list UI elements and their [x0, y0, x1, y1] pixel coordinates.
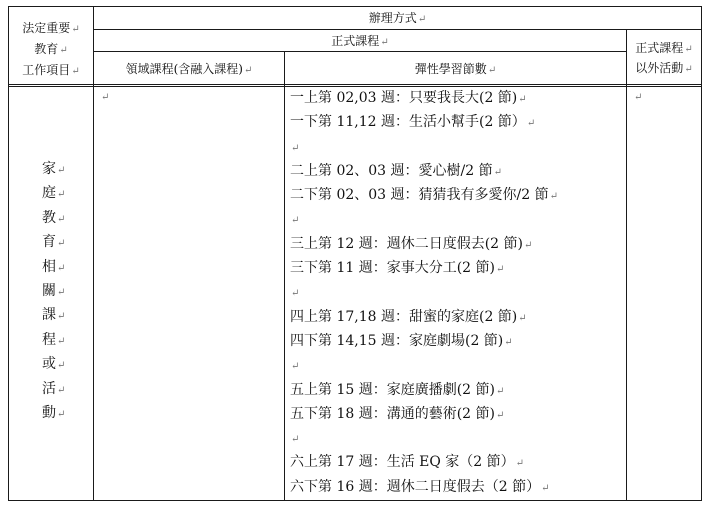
item-char: 相↵ — [42, 258, 66, 275]
rule-col2 — [284, 51, 285, 501]
flex-line-blank: ↵ — [291, 288, 300, 300]
flex-line: 五下第 18 週：溝通的藝術(2 節)↵ — [290, 405, 505, 422]
item-char: 動↵ — [42, 404, 66, 421]
rule-below-formal — [94, 51, 626, 52]
flex-line: 六上第 17 週：生活 EQ 家（2 節）↵ — [290, 454, 525, 471]
flex-line: 一上第 02,03 週：只要我長大(2 節)↵ — [290, 90, 527, 106]
flex-line-blank: ↵ — [291, 434, 300, 446]
item-char: 關↵ — [42, 282, 66, 299]
flex-line: 二上第 02、03 週：愛心樹/2 節↵ — [290, 162, 502, 179]
rule-bottom — [8, 500, 702, 501]
flex-line: 四上第 17,18 週：甜蜜的家庭(2 節)↵ — [290, 308, 527, 325]
header-item-line2: 教育↵ — [34, 42, 68, 56]
header-outside-line2: 以外活動↵ — [635, 61, 693, 75]
header-item-line3: 工作項目↵ — [22, 63, 80, 77]
item-char: 程↵ — [42, 331, 66, 348]
flex-lines — [290, 86, 626, 499]
flex-line-blank: ↵ — [291, 215, 300, 227]
flex-line-blank: ↵ — [291, 142, 300, 154]
flex-line: 三上第 12 週：週休二日度假去(2 節)↵ — [290, 235, 533, 252]
rule-right — [701, 6, 702, 501]
item-char: 育↵ — [42, 234, 66, 251]
flex-line: 一下第 11,12 週：生活小幫手(2 節）↵ — [290, 114, 536, 131]
flex-line: 四下第 14,15 週：家庭劇場(2 節)↵ — [290, 332, 513, 349]
rule-col3 — [626, 29, 627, 501]
item-char: 課↵ — [42, 307, 66, 324]
item-vertical-text — [42, 157, 68, 425]
domain-cell-mark: ↵ — [101, 92, 110, 103]
header-domain: 領域課程(含融入課程)↵ — [125, 62, 253, 76]
flex-line: 二下第 02、03 週：猜猜我有多愛你/2 節↵ — [290, 187, 558, 204]
header-flexible: 彈性學習節數↵ — [414, 62, 497, 76]
item-char: 庭↵ — [42, 185, 66, 202]
header-formal: 正式課程↵ — [331, 34, 389, 48]
flex-line: 六下第 16 週：週休二日度假去（2 節）↵ — [290, 478, 550, 495]
rule-below-method — [94, 29, 702, 30]
flex-line: 五上第 15 週：家庭廣播劇(2 節)↵ — [290, 381, 505, 398]
header-item-line1: 法定重要↵ — [22, 21, 80, 35]
flex-line-blank: ↵ — [291, 361, 300, 373]
item-char: 教↵ — [42, 209, 66, 226]
item-char: 活↵ — [42, 380, 66, 397]
rule-top — [8, 6, 702, 7]
header-outside-line1: 正式課程↵ — [635, 41, 693, 55]
item-char: 或↵ — [42, 356, 66, 373]
outside-cell-mark: ↵ — [634, 92, 643, 103]
header-method: 辦理方式↵ — [368, 11, 427, 25]
item-char: 家↵ — [42, 161, 66, 177]
rule-col1 — [93, 6, 94, 501]
rule-left — [8, 6, 9, 501]
flex-line: 三下第 11 週：家事大分工(2 節)↵ — [290, 260, 505, 277]
